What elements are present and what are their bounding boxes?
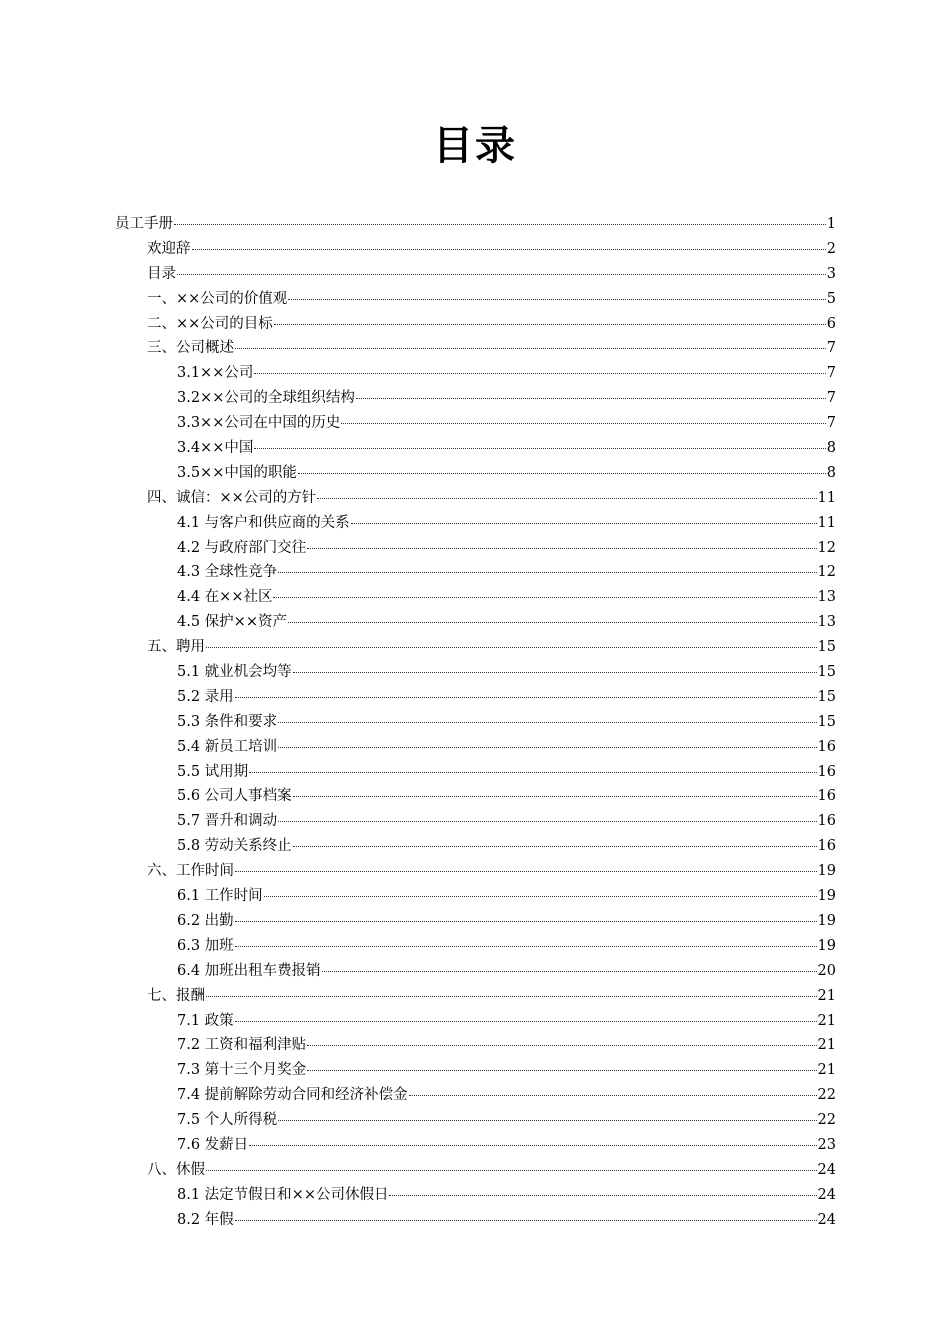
dot-leader (274, 323, 826, 325)
toc-entry-label: 二、××公司的目标 (147, 315, 273, 332)
dot-leader (288, 621, 817, 623)
toc-entry-page-number: 19 (817, 863, 836, 880)
dot-leader (293, 845, 817, 847)
toc-entry-page-number: 7 (826, 340, 836, 357)
toc-entry-page-number: 15 (817, 639, 836, 656)
toc-entry[interactable] (177, 411, 836, 436)
toc-entry-label: 6.4 加班出租车费报销 (177, 962, 321, 979)
toc-entry-page-number: 21 (817, 1012, 836, 1029)
toc-entry-page-number: 2 (826, 240, 836, 257)
dot-leader (278, 721, 816, 723)
dot-leader (322, 970, 817, 972)
dot-leader (273, 596, 816, 598)
toc-entry[interactable] (177, 1183, 836, 1208)
toc-entry-page-number: 16 (817, 788, 836, 805)
toc-entry[interactable] (177, 685, 836, 710)
toc-entry-page-number: 11 (817, 489, 836, 506)
toc-entry-page-number: 24 (817, 1186, 836, 1203)
toc-entry-page-number: 8 (826, 440, 836, 457)
toc-entry-label: 7.4 提前解除劳动合同和经济补偿金 (177, 1087, 408, 1104)
toc-entry[interactable] (177, 536, 836, 561)
dot-leader (174, 223, 826, 225)
toc-entry[interactable] (177, 1058, 836, 1083)
toc-entry-label: 7.5 个人所得税 (177, 1112, 278, 1129)
toc-entry-page-number: 24 (817, 1211, 836, 1228)
dot-leader (409, 1094, 817, 1096)
toc-entry-page-number: 19 (817, 937, 836, 954)
toc-entry[interactable] (147, 262, 836, 287)
toc-entry-page-number: 15 (817, 688, 836, 705)
toc-entry-label: 四、诚信：××公司的方针 (147, 489, 317, 506)
toc-entry-label: 7.1 政策 (177, 1012, 234, 1029)
dot-leader (351, 522, 817, 524)
toc-entry[interactable] (177, 834, 836, 859)
toc-entry-page-number: 7 (826, 390, 836, 407)
toc-entry-label: 五、聘用 (147, 639, 205, 656)
toc-entry[interactable] (177, 436, 836, 461)
dot-leader (278, 746, 816, 748)
toc-entry[interactable] (177, 585, 836, 610)
dot-leader (206, 995, 817, 997)
toc-entry[interactable] (177, 1009, 836, 1034)
toc-entry-page-number: 16 (817, 838, 836, 855)
toc-entry[interactable] (177, 735, 836, 760)
page-title: 目录 (433, 122, 517, 169)
toc-entry-label: 5.5 试用期 (177, 763, 249, 780)
toc-entry-label: 6.3 加班 (177, 937, 234, 954)
dot-leader (278, 820, 816, 822)
toc-entry-page-number: 3 (826, 265, 836, 282)
toc-entry-label: 七、报酬 (147, 987, 205, 1004)
toc-entry[interactable] (177, 610, 836, 635)
dot-leader (235, 870, 817, 872)
toc-entry[interactable] (147, 486, 836, 511)
dot-leader (235, 1020, 817, 1022)
toc-entry[interactable] (177, 959, 836, 984)
toc-entry-label: 6.2 出勤 (177, 912, 234, 929)
toc-entry-label: 7.2 工资和福利津贴 (177, 1037, 307, 1054)
toc-entry-page-number: 12 (817, 564, 836, 581)
toc-entry-label: 5.6 公司人事档案 (177, 788, 292, 805)
toc-entry-label: 5.8 劳动关系终止 (177, 838, 292, 855)
toc-entry-label: 八、休假 (147, 1161, 205, 1178)
toc-entry[interactable] (147, 237, 836, 262)
dot-leader (264, 895, 817, 897)
dot-leader (293, 795, 817, 797)
toc-entry-label: 3.4××中国 (177, 440, 254, 457)
toc-entry[interactable] (177, 461, 836, 486)
toc-entry-label: 4.2 与政府部门交往 (177, 539, 307, 556)
toc-entry-label: 5.2 录用 (177, 688, 234, 705)
toc-entry[interactable] (177, 934, 836, 959)
toc-entry-page-number: 1 (826, 216, 836, 232)
toc-entry-page-number: 21 (817, 987, 836, 1004)
dot-leader (206, 1169, 817, 1171)
toc-entry-page-number: 7 (826, 365, 836, 382)
toc-entry-label: 4.4 在××社区 (177, 589, 273, 606)
dot-leader (206, 646, 817, 648)
dot-leader (317, 497, 816, 499)
toc-entry[interactable] (177, 660, 836, 685)
dot-leader (288, 298, 825, 300)
dot-leader (235, 347, 826, 349)
toc-entry[interactable] (115, 212, 836, 237)
toc-entry[interactable] (177, 1033, 836, 1058)
toc-entry[interactable] (177, 511, 836, 536)
toc-entry-page-number: 19 (817, 912, 836, 929)
toc-list (0, 212, 950, 1233)
toc-entry[interactable] (177, 710, 836, 735)
toc-entry[interactable] (177, 386, 836, 411)
toc-entry-page-number: 22 (817, 1112, 836, 1129)
toc-entry-page-number: 12 (817, 539, 836, 556)
dot-leader (235, 1219, 817, 1221)
dot-leader (235, 696, 817, 698)
dot-leader (254, 372, 825, 374)
dot-leader (235, 920, 817, 922)
dot-leader (307, 1044, 816, 1046)
toc-entry-page-number: 7 (826, 415, 836, 432)
toc-entry-label: 六、工作时间 (147, 863, 234, 880)
toc-entry-label: 4.3 全球性竞争 (177, 564, 278, 581)
toc-entry[interactable] (177, 784, 836, 809)
toc-entry[interactable] (177, 1083, 836, 1108)
toc-entry-page-number: 22 (817, 1087, 836, 1104)
dot-leader (177, 273, 826, 275)
dot-leader (249, 1144, 816, 1146)
toc-entry-label: 3.1××公司 (177, 365, 254, 382)
toc-entry[interactable] (177, 1208, 836, 1233)
toc-entry-page-number: 19 (817, 888, 836, 905)
toc-entry[interactable] (147, 336, 836, 361)
dot-leader (341, 422, 825, 424)
toc-entry-label: 3.3××公司在中国的历史 (177, 415, 341, 432)
toc-entry[interactable] (177, 1108, 836, 1133)
dot-leader (254, 447, 825, 449)
toc-entry[interactable] (147, 1158, 836, 1183)
toc-entry-page-number: 13 (817, 589, 836, 606)
dot-leader (293, 671, 817, 673)
toc-entry[interactable] (177, 809, 836, 834)
toc-entry-label: 4.1 与客户和供应商的关系 (177, 514, 350, 531)
toc-entry-label: 一、××公司的价值观 (147, 290, 288, 307)
toc-entry-page-number: 8 (826, 464, 836, 481)
toc-entry-label: 欢迎辞 (147, 240, 191, 257)
dot-leader (307, 547, 816, 549)
toc-entry-label: 6.1 工作时间 (177, 888, 263, 905)
toc-entry-label: 5.1 就业机会均等 (177, 664, 292, 681)
toc-entry-label: 8.2 年假 (177, 1211, 234, 1228)
toc-entry[interactable] (147, 635, 836, 660)
dot-leader (278, 571, 816, 573)
dot-leader (298, 472, 826, 474)
dot-leader (278, 1119, 816, 1121)
toc-entry[interactable] (147, 859, 836, 884)
toc-entry[interactable] (177, 1133, 836, 1158)
dot-leader (307, 1069, 816, 1071)
dot-leader (389, 1194, 816, 1196)
toc-entry-label: 目录 (147, 265, 176, 282)
dot-leader (356, 397, 826, 399)
toc-entry[interactable] (147, 287, 836, 312)
toc-entry-label: 8.1 法定节假日和××公司休假日 (177, 1186, 389, 1203)
toc-entry-page-number: 13 (817, 614, 836, 631)
toc-entry-label: 三、公司概述 (147, 340, 234, 357)
toc-entry-page-number: 5 (826, 290, 836, 307)
toc-entry-page-number: 15 (817, 713, 836, 730)
toc-entry-page-number: 21 (817, 1037, 836, 1054)
toc-entry-page-number: 20 (817, 962, 836, 979)
toc-entry[interactable] (177, 884, 836, 909)
dot-leader (249, 771, 816, 773)
toc-entry-page-number: 16 (817, 738, 836, 755)
toc-entry-label: 员工手册 (115, 216, 173, 232)
toc-entry-page-number: 15 (817, 664, 836, 681)
toc-entry[interactable] (177, 560, 836, 585)
toc-entry[interactable] (147, 984, 836, 1009)
toc-entry-label: 7.6 发薪日 (177, 1136, 249, 1153)
dot-leader (235, 945, 817, 947)
toc-entry-label: 5.4 新员工培训 (177, 738, 278, 755)
toc-entry-label: 4.5 保护××资产 (177, 614, 287, 631)
toc-entry-page-number: 24 (817, 1161, 836, 1178)
toc-entry-label: 3.2××公司的全球组织结构 (177, 390, 355, 407)
toc-entry[interactable] (177, 760, 836, 785)
toc-entry[interactable] (147, 312, 836, 337)
toc-entry-page-number: 16 (817, 813, 836, 830)
toc-entry-label: 7.3 第十三个月奖金 (177, 1062, 307, 1079)
toc-entry[interactable] (177, 361, 836, 386)
toc-entry-page-number: 16 (817, 763, 836, 780)
toc-entry-page-number: 11 (817, 514, 836, 531)
toc-entry[interactable] (177, 909, 836, 934)
toc-entry-page-number: 21 (817, 1062, 836, 1079)
toc-entry-page-number: 6 (826, 315, 836, 332)
toc-entry-label: 3.5××中国的职能 (177, 464, 297, 481)
toc-entry-label: 5.3 条件和要求 (177, 713, 278, 730)
toc-entry-page-number: 23 (817, 1136, 836, 1153)
toc-entry-label: 5.7 晋升和调动 (177, 813, 278, 830)
dot-leader (192, 248, 826, 250)
